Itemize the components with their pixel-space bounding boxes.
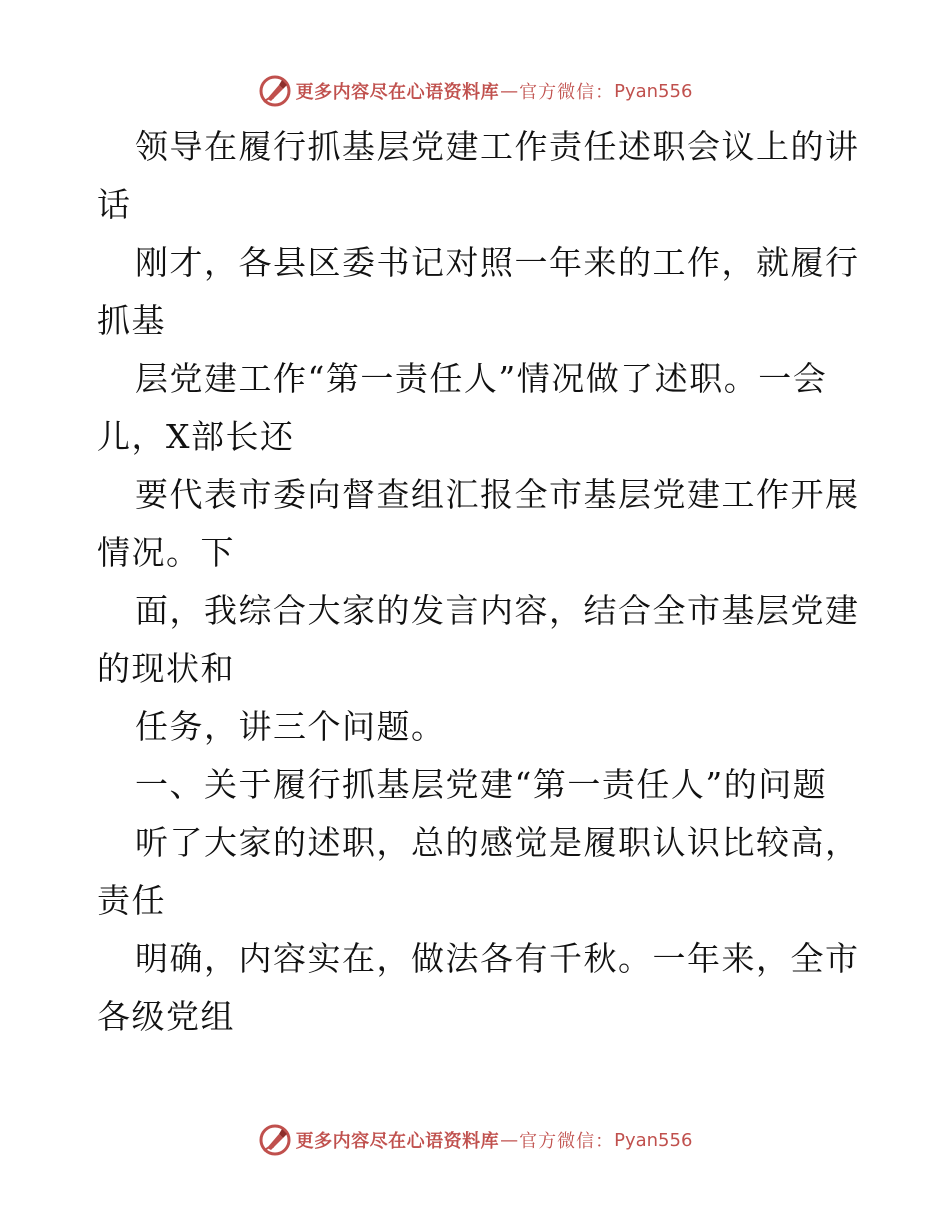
pen-logo-icon bbox=[258, 1123, 292, 1157]
pen-logo-icon bbox=[258, 74, 292, 108]
text-line: 抓基 bbox=[97, 301, 166, 340]
text-line: 的现状和 bbox=[97, 649, 235, 688]
section-heading: 一、关于履行抓基层党建“第一责任人”的问题 bbox=[135, 765, 828, 804]
text-line: 儿，X部长还 bbox=[97, 417, 295, 456]
text-line-title: 领导在履行抓基层党建工作责任述职会议上的讲 bbox=[135, 127, 860, 166]
text-line: 话 bbox=[97, 185, 132, 224]
header-banner[interactable] bbox=[0, 71, 950, 111]
text-line: 各级党组 bbox=[97, 997, 235, 1036]
footer-banner[interactable] bbox=[0, 1120, 950, 1160]
text-line: 责任 bbox=[97, 881, 166, 920]
text-line: 面，我综合大家的发言内容，结合全市基层党建 bbox=[135, 591, 860, 630]
banner-dash: — bbox=[500, 80, 519, 102]
banner-wechat-id: Pyan556 bbox=[614, 80, 693, 102]
text-line: 层党建工作“第一责任人”情况做了述职。一会 bbox=[135, 359, 828, 398]
banner-brand-text: 更多内容尽在心语资料库 bbox=[295, 82, 500, 103]
banner-wechat-label: 官方微信： bbox=[519, 1131, 615, 1152]
text-line: 任务，讲三个问题。 bbox=[135, 707, 446, 746]
document-body bbox=[97, 118, 860, 1046]
banner-dash: — bbox=[500, 1129, 519, 1151]
text-line: 要代表市委向督查组汇报全市基层党建工作开展 bbox=[135, 475, 860, 514]
banner-brand-text: 更多内容尽在心语资料库 bbox=[295, 1131, 500, 1152]
text-line: 情况。下 bbox=[97, 533, 235, 572]
banner-wechat-label: 官方微信： bbox=[519, 82, 615, 103]
text-line: 刚才，各县区委书记对照一年来的工作，就履行 bbox=[135, 243, 860, 282]
banner-wechat-id: Pyan556 bbox=[614, 1129, 693, 1151]
text-line: 明确，内容实在，做法各有千秋。一年来，全市 bbox=[135, 939, 860, 978]
text-line: 听了大家的述职，总的感觉是履职认识比较高， bbox=[135, 823, 860, 862]
